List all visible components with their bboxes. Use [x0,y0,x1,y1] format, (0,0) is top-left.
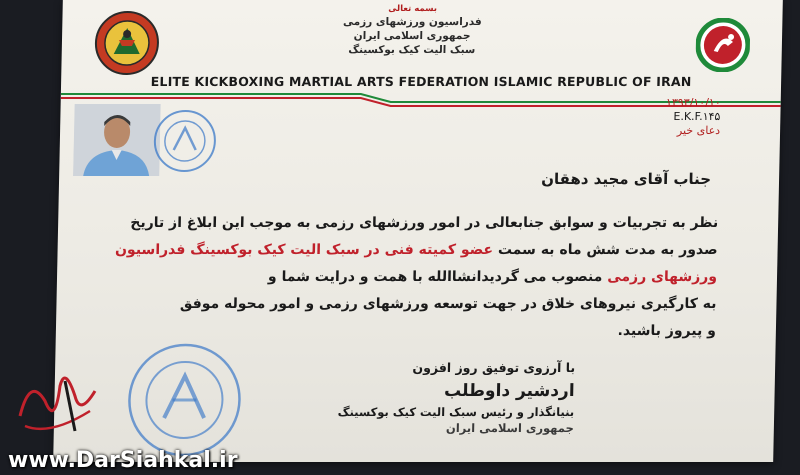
bismillah-text: بسمه تعالی [388,4,438,14]
signatory-title-country: جمهوری اسلامی ایران [445,421,575,435]
body-line-3-plain: منصوب می گردیدانشاالله با همت و درایت شما و [267,269,603,285]
signatory-name: اردشیر داوطلب [443,381,575,401]
body-line-3 [137,264,718,291]
closing-block [314,358,576,436]
reference-number: E.K.F.۱۴۵ [673,110,721,123]
body-line-5: و پیروز باشید. [617,323,717,339]
header-line-style: سبک الیت کیک بوکسینگ [348,44,476,56]
reference-block [665,96,721,138]
reference-date: ۱۳۹۳/۱۰/۱۰ [665,96,721,109]
portrait-photo [73,104,161,176]
federation-emblem-icon [93,10,160,80]
federation-stamp-large-icon [123,340,246,462]
closing-wish: با آرزوی توفیق روز افزون [412,360,576,375]
federation-title: ELITE KICKBOXING MARTIAL ARTS FEDERATION ISLAMIC REPUBLIC OF IRAN [150,74,692,89]
certificate-paper [53,0,783,462]
body-line-4: به کارگیری نیروهای خلاق در جهت توسعه ورزشهای رزمی و امور محوله موفق [179,296,717,312]
recipient-name: جناب آقای مجید دهقان [541,170,712,188]
position-title-end: ورزشهای رزمی [607,269,718,285]
reference-note: دعای خیر [676,124,721,137]
header-line-republic: جمهوری اسلامی ایران [353,30,471,42]
federation-stamp-icon [151,108,218,178]
body-line-2-plain: صدور به مدت شش ماه به سمت [497,242,718,258]
handwritten-signature-icon [0,356,110,450]
position-title: عضو کمیته فنی در سبک الیت کیک بوکسینگ فدراسیون [114,242,494,258]
kickboxing-logo-icon [695,18,750,76]
header-text-block [282,4,543,57]
signatory-title: بنیانگذار و رئیس سبک الیت کیک بوکسینگ [337,405,575,419]
body-line-2 [114,237,718,264]
website-watermark[interactable]: www.DarSiahkal.ir [8,448,238,473]
body-line-1: نظر به تجربیات و سوابق جنابعالی در امور ورزشهای رزمی به موجب این ابلاغ از تاریخ [130,215,719,231]
header-line-federation: فدراسیون ورزشهای رزمی [342,16,482,28]
certificate-body [114,210,719,345]
